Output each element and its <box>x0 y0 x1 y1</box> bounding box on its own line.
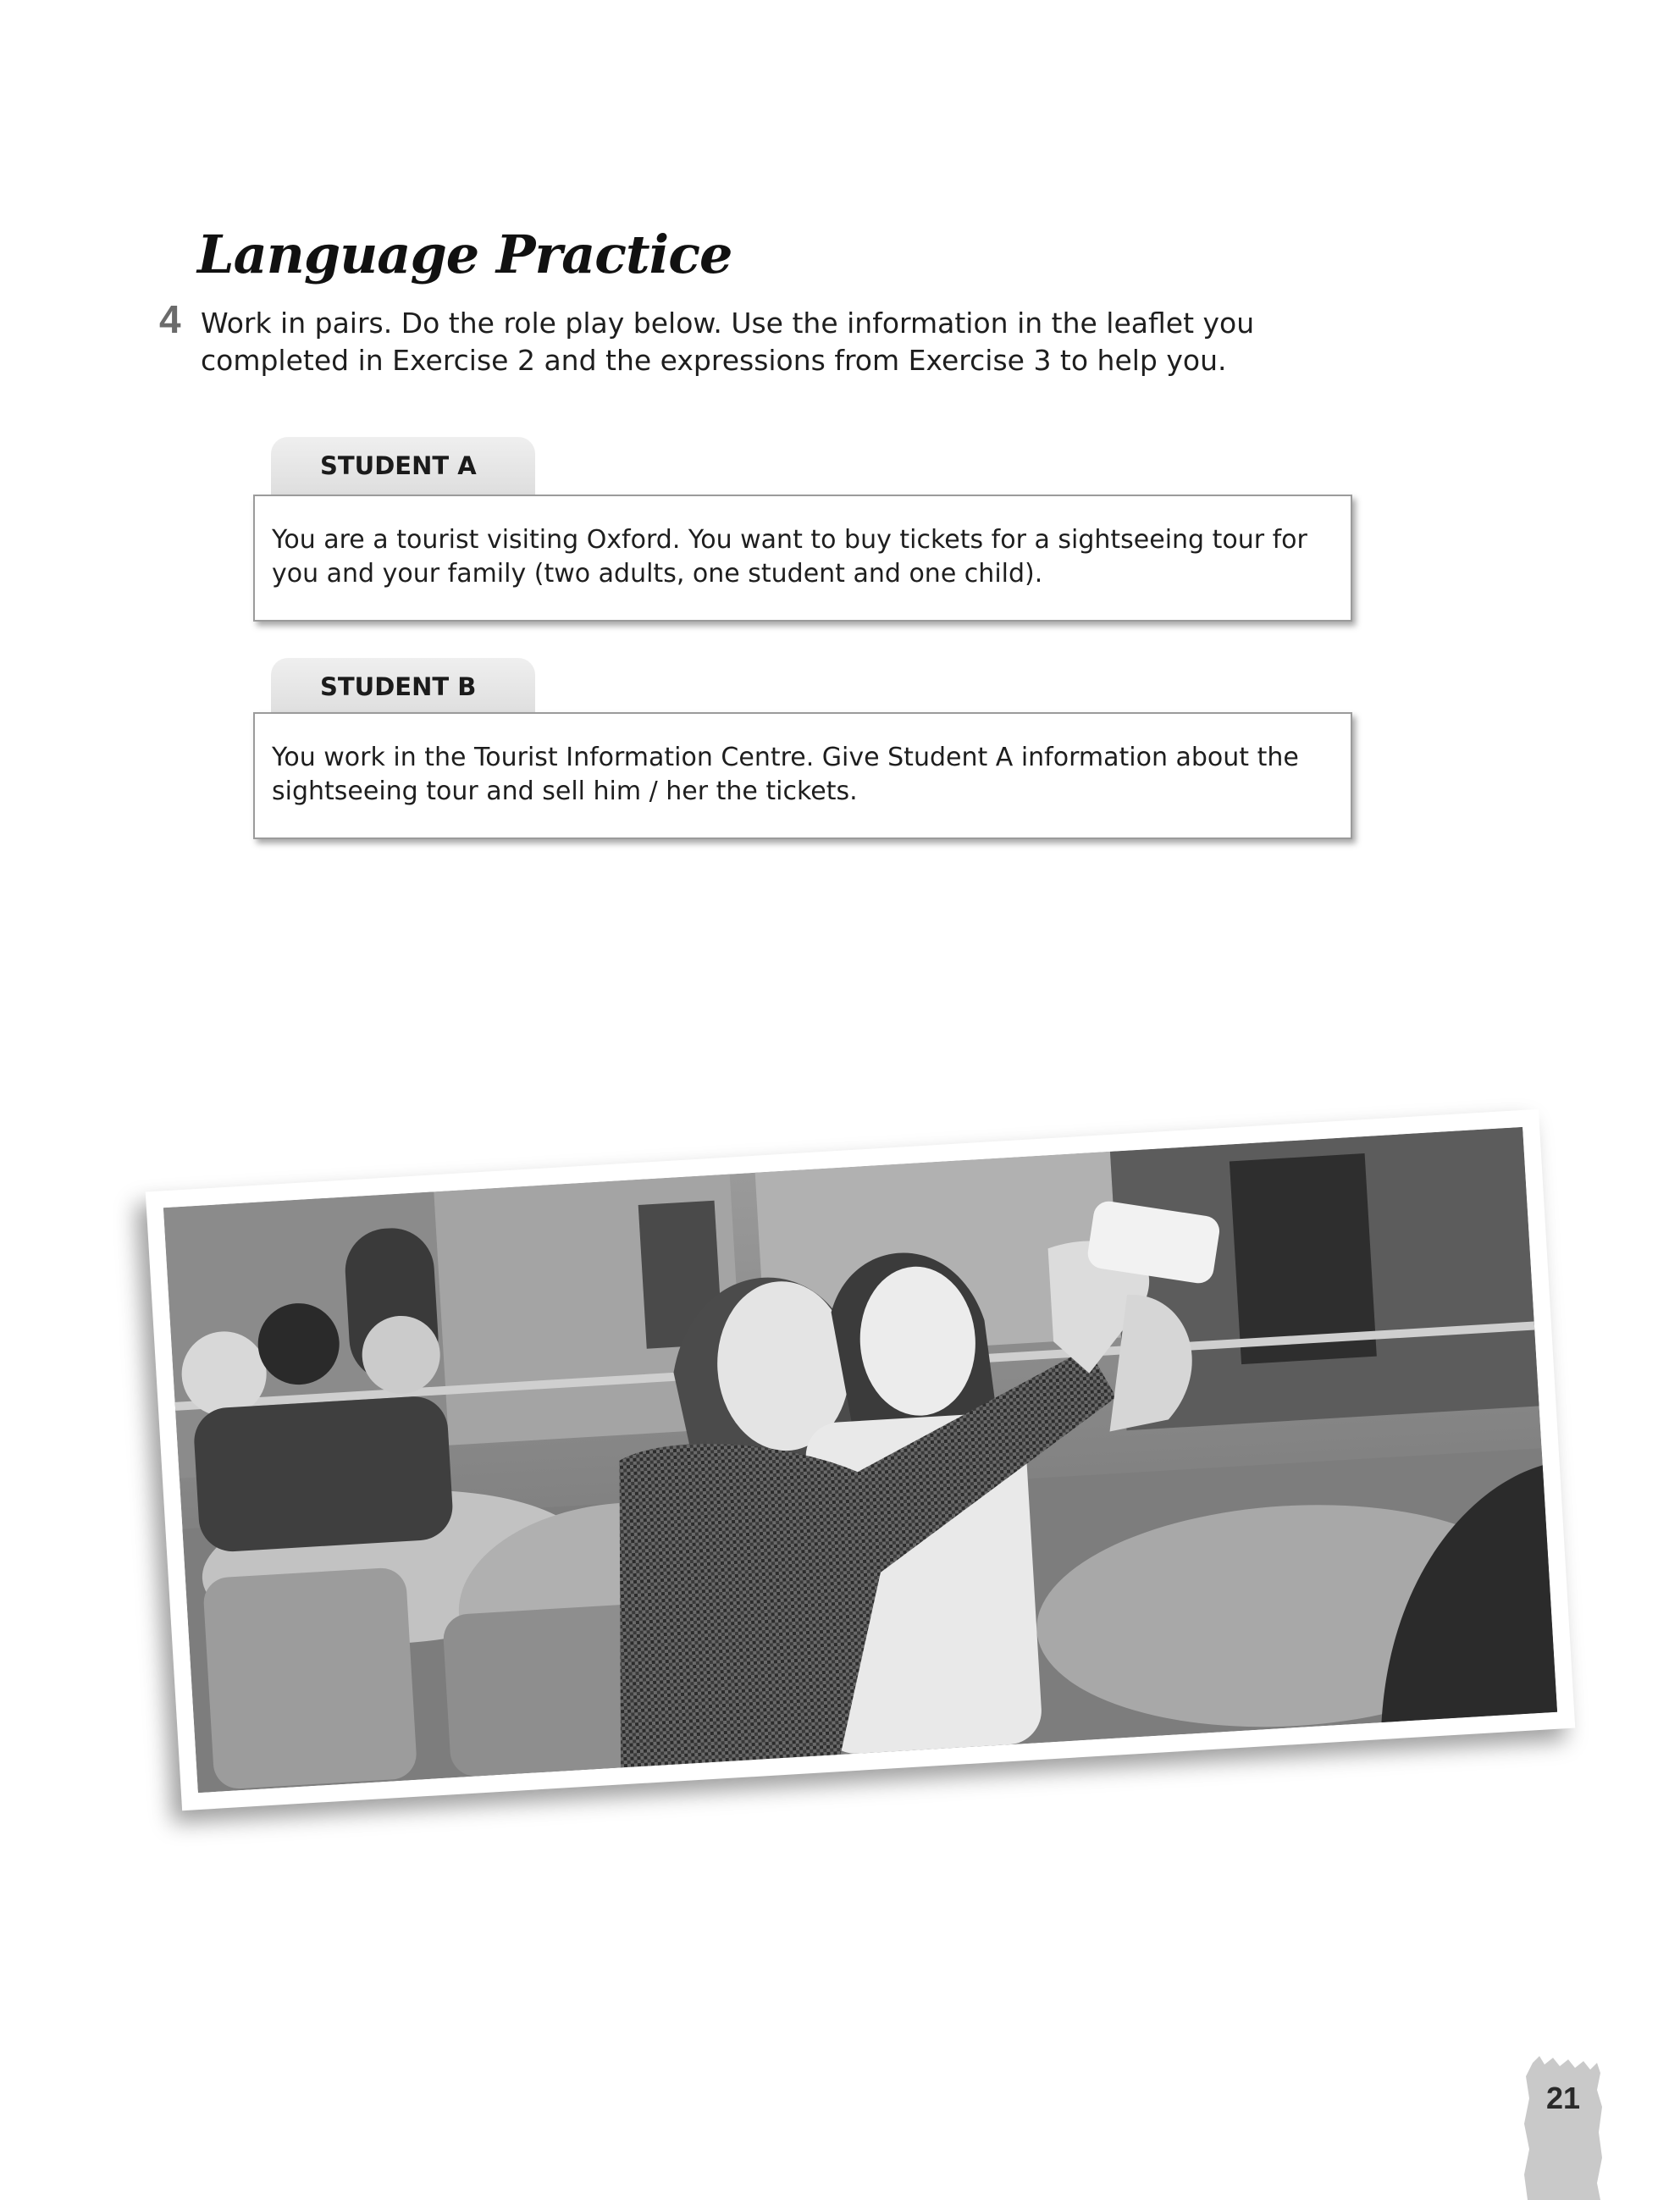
role-tab-a: STUDENT A <box>271 437 535 495</box>
page-number-background <box>1524 2056 1602 2200</box>
photograph-icon <box>163 1127 1557 1793</box>
role-tab-b: STUDENT B <box>271 658 535 716</box>
page-number: 21 <box>1545 2081 1581 2115</box>
role-box-b: You work in the Tourist Information Centre. Give Student A information about the sightseeing tour and sell him / her the tickets. <box>253 712 1352 839</box>
photo-frame <box>146 1109 1576 1810</box>
role-box-a: You are a tourist visiting Oxford. You want to buy tickets for a sightseeing tour for you and your family (two adults, one student and one child). <box>253 495 1352 622</box>
exercise-instruction: Work in pairs. Do the role play below. Use the information in the leaflet you completed in Exercise 2 and the expressions from Exercise 3 to help you. <box>201 307 1255 377</box>
section-title: Language Practice <box>197 224 732 285</box>
exercise-number: 4 <box>159 297 181 341</box>
